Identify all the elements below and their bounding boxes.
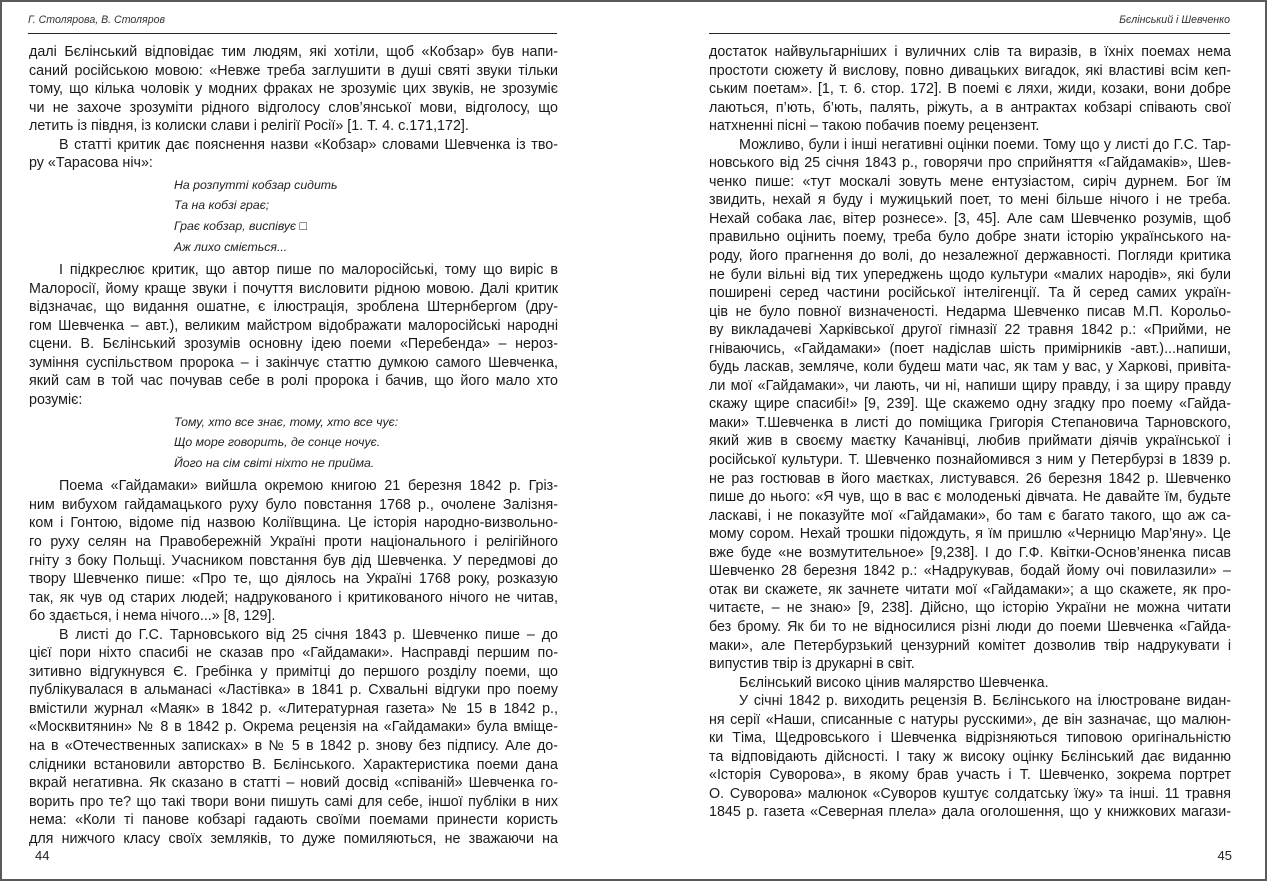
text-line: Можливо, були і інші негативні оцінки поеми. Тому що у листі до Г.С. Тар-: [739, 136, 1231, 153]
text-line: тому, що кілька чоловік у модних фраках не зрозуміє цих звуків, не зрозуміє: [29, 81, 558, 98]
text-line: Малоросії, йому краще звуки і почуття висловити рідною мовою. Далі критик: [29, 280, 558, 297]
text-line: Нехай собака лає, вітер рознесе». [3, 45]. Але сам Шевченко розумів, щоб: [709, 210, 1231, 227]
text-line: поширені серед частини російської інтелігенції. Та й серед самих україн-: [709, 285, 1231, 302]
text-line: «Москвитянин» № 8 в 1842 р. Окрема рецензія на «Гайдамаки» була вміще-: [29, 719, 558, 736]
text-line: лаються, п’ють, б’ють, палять, ріжуть, а в антрактах кобзарі співають свої: [709, 99, 1231, 116]
paragraph: [709, 692, 1231, 822]
text-line: для нижчого класу своїх земляків, то дуже помиляються, не зважаючи на: [29, 830, 558, 847]
text-line: правильно оцінить поему, треба було добре знати історію українського на-: [709, 229, 1231, 246]
text-line: зуміння суспільством пророка – і закінчує статтю думкою самого Шевченка,: [29, 354, 558, 371]
text-line: на в «Отечественных записках» в № 5 в 1842 р. знову без підпису. Але до-: [29, 738, 558, 755]
text-line: вмістили журнал «Маяк» в 1842 р. «Литературная газета» № 15 в 1842 р.,: [29, 700, 558, 717]
text-line: ру «Тарасова ніч»:: [29, 155, 153, 172]
text-line: летить із півдня, із колиски слави і релігії Росії» [1. Т. 4. с.171,172].: [29, 118, 469, 135]
paragraph: [29, 43, 558, 136]
page-number: 45: [1217, 848, 1232, 863]
text-line: звидить, нехай я буду і мужицький поет, то мені більше нічого і не треба.: [709, 192, 1231, 209]
verse-line: Тому, хто все знає, тому, хто все чує:: [174, 414, 399, 429]
text-line: У січні 1842 р. виходить рецензія В. Бєлінського на ілюстроване видан-: [739, 693, 1231, 710]
verse-line: На розпутті кобзар сидить: [174, 177, 338, 192]
verse-line: Грає кобзар, виспівує □: [174, 219, 307, 234]
right-page: [635, 2, 1265, 879]
text-line: мому сором. Нехай трошки підождуть, я їм пришлю «Черницю Мар’яну». Це: [709, 526, 1231, 543]
text-line: випустив твір із друкарні в світ.: [709, 656, 915, 673]
text-line: саний російською мовою: «Невже треба заглушити в душі святі звуки тільки: [29, 62, 558, 79]
text-line: скажу щире спасибі!» [9, 239]. Ще скажемо одну згадку про поему «Гайда-: [709, 396, 1231, 413]
text-line: В листі до Г.С. Тарновського від 25 січня 1843 р. Шевченко пише – до: [59, 626, 558, 643]
text-line: роду, його прагнення до волі, до незалежної державності. Погляди критика: [709, 248, 1231, 265]
text-line: сцени. В. Бєлінський зрозумів основну ідею поеми «Перебенда» – нероз-: [29, 336, 558, 353]
text-line: ласкаві, і не показуйте мої «Гайдамаки», бо там є багато такого, що аж са-: [709, 507, 1231, 524]
text-line: далі Бєлінський відповідає тим людям, які хотіли, щоб «Кобзар» був напи-: [29, 44, 558, 60]
left-page: [2, 2, 635, 879]
text-line: чи не захоче зрозуміти рідного відголосу слов’янської мови, відголосу, що: [29, 99, 558, 116]
paragraph: [29, 136, 558, 173]
text-line: ченко пише: «тут москалі зовуть мене ентузіастом, сиріч дурнем. Бог їм: [709, 173, 1231, 190]
text-line: російської культури. Т. Шевченко познайомився з ним у Петербурзі в 1839 р.: [709, 452, 1231, 469]
text-line: будь ласкав, земляче, коли будеш мати час, як там у вас, у Харкові, привіта-: [709, 359, 1231, 376]
text-line: натхненні пісні – такою побачив поему рецензент.: [709, 118, 1040, 135]
text-line: Поема «Гайдамаки» вийшла окремою книгою 21 березня 1842 р. Гріз-: [59, 478, 558, 495]
text-line: цієї пори ніхто спасибі не сказав про «Гайдамаки». Насправді першим по-: [29, 645, 558, 662]
text-line: ня серії «Наши, списанные с натуры русскими», де він зазначає, що малюн-: [709, 711, 1231, 728]
page-number: 44: [35, 848, 50, 863]
text-line: читаєте, – не знаю» [9, 238]. Дійсно, що історію України не можна читати: [709, 600, 1231, 617]
text-line: ком і Гонтою, відоме під назвою Коліївщина. Це історія народно-визвольно-: [29, 515, 558, 532]
text-line: Шевченко 28 березня 1842 р.: «Надрукував, бодай йому очі повилазили» –: [709, 563, 1231, 580]
text-line: ки Тіма, Щедровського і Шевченка відрізняються типовою оригінальністю: [709, 730, 1231, 747]
text-line: який сам в той час почував себе в ролі пророка і бачив, що його мало хто: [29, 373, 558, 390]
text-line: гніту з боку Польщі. Учасником повстання був дід Шевченка. У передмові до: [29, 552, 558, 569]
text-line: «Історія Суворова», в якому брав участь і Т. Шевченко, зокрема портрет: [709, 767, 1231, 784]
text-line: вже буде «не возмутительное» [9,238]. І до Г.Ф. Квітки-Основ’яненка писав: [709, 544, 1231, 561]
running-head-title: Бєлінський і Шевченко: [709, 14, 1230, 34]
text-line: отак ви скажете, як зачнете читати мої «Гайдамаки»; а що скажете, як про-: [709, 581, 1231, 598]
text-line: не були вільні від тих упереджень щодо культури «малих народів», які були: [709, 266, 1231, 283]
text-line: простоти сюжету й вислову, повно дивацьких вигадок, які властиві всім кеп-: [709, 62, 1231, 79]
text-line: В статті критик дає пояснення назви «Кобзар» словами Шевченка із тво-: [59, 136, 558, 153]
text-line: та відповідають дійсності. І таку ж високу оцінку Бєлінський дає виданню: [709, 748, 1231, 765]
text-line: без брому. Як би то не відносилися різні люди до поеми Шевченка «Гайда-: [709, 618, 1231, 635]
text-line: вкрай негативна. Як сказано в статті – новий досвід «співаній» Шевченка го-: [29, 775, 558, 792]
text-line: розуміє:: [29, 392, 83, 409]
text-line: твору Шевченко пише: «Про те, що діялось на Україні 1768 року, розказую: [29, 571, 558, 588]
paragraph: [29, 477, 558, 625]
verse-quote: [174, 175, 558, 257]
text-line: пише до нього: «Я чув, що в вас є молоденькі дівчата. Не давайте їм, будьте: [709, 489, 1231, 506]
paragraph: [709, 674, 1231, 693]
verse-quote: [174, 412, 558, 474]
verse-line: Його на сім світі ніхто не прийма.: [174, 455, 375, 470]
text-line: слідники встановили авторство В. Бєлінського. Характеристика поеми дана: [29, 756, 558, 773]
text-line: маки» Т.Шевченка в листі до поміщика Григорія Степановича Тарновского,: [709, 414, 1231, 431]
text-line: маки», але Петербурзький цензурний комітет дозволив твір надрукувати і: [709, 637, 1231, 654]
text-line: го руху селян на Правобережній Україні проти національного і релігійного: [29, 534, 558, 550]
running-head-authors: Г. Столярова, В. Столяров: [28, 14, 557, 34]
paragraph: [29, 626, 558, 849]
text-line: Бєлінський високо цінив малярство Шевченка.: [739, 674, 1049, 691]
text-line: І підкреслює критик, що автор пише по малоросійські, тому що виріс в: [59, 262, 558, 279]
text-line: відзначає, що видання ошатне, є ілюстрація, зроблена Штернбергом (дру-: [29, 299, 558, 316]
text-line: гніваючись, «Гайдамаки» (поет надіслав шість примірників -авт.)...напиши,: [709, 340, 1231, 357]
paragraph: [709, 136, 1231, 674]
verse-line: Аж лихо сміється...: [174, 239, 288, 254]
text-line: ним вибухом гайдамацького руху було повстання 1768 р., очолене Залізня-: [29, 496, 558, 513]
text-line: не раз гостював в його маєтках, листувався. 26 березня 1842 р. Шевченко: [709, 470, 1231, 487]
text-line: так, як чув од старих людей; надрукованого і критикованого нічого не читав,: [29, 589, 558, 606]
paragraph: [709, 43, 1231, 136]
text-line: зитивно відгукнувся Є. Гребінка у примітці до першого розділу поеми, що: [29, 663, 558, 680]
text-line: О. Суворова» малюнок «Суворов куштує солдатську їжу» та інші. 11 травня: [709, 785, 1231, 802]
text-line: бо здається, і нема нічого...» [8, 129].: [29, 608, 276, 625]
text-line: 1845 р. газета «Северная плела» дала оголошення, що у книжкових магази-: [709, 804, 1231, 821]
verse-line: Та на кобзі грає;: [174, 198, 270, 213]
text-line: гом Шевченка – авт.), великим майстром відображати малоросійські народні: [29, 317, 558, 334]
text-line: новського від 25 січня 1843 р., говорячи про сприйняття «Гайдамаків», Шев-: [709, 155, 1231, 172]
text-line: публікувалася в альманасі «Ластівка» в 1841 р. Схвальні відгуки про поему: [29, 682, 558, 699]
paragraph: [29, 261, 558, 409]
right-page-body: [709, 43, 1231, 822]
text-line: ців не було повної визначеності. Недарма Шевченко писав М.П. Корольо-: [709, 303, 1231, 320]
text-line: ським поетам». [1, т. 6. стор. 172]. В поемі є ляхи, жиди, козаки, вони добре: [709, 81, 1231, 98]
text-line: достаток найвульгарніших і вуличних слів та виразів, в їхніх поемах нема: [709, 44, 1231, 60]
text-line: ву викладачеві Харківської другої гімназії 22 травня 1842 р.: «Прийми, не: [709, 322, 1231, 339]
verse-line: Що море говорить, де сонце ночує.: [174, 435, 381, 450]
text-line: ворить про те? що такі твори вони пишуть самі для себе, іншої публіки в них: [29, 793, 558, 810]
text-line: який жив в своєму маєтку Качанівці, любив приймати діячів української і: [709, 433, 1231, 450]
text-line: нема: «Коли ті панове кобзарі гадають своїми поемами принести користь: [29, 812, 558, 829]
text-line: ли мої «Гайдамаки», чи лають, чи ні, напиши щиру правду, і за щиру правду: [709, 377, 1231, 394]
left-page-body: [29, 43, 558, 848]
